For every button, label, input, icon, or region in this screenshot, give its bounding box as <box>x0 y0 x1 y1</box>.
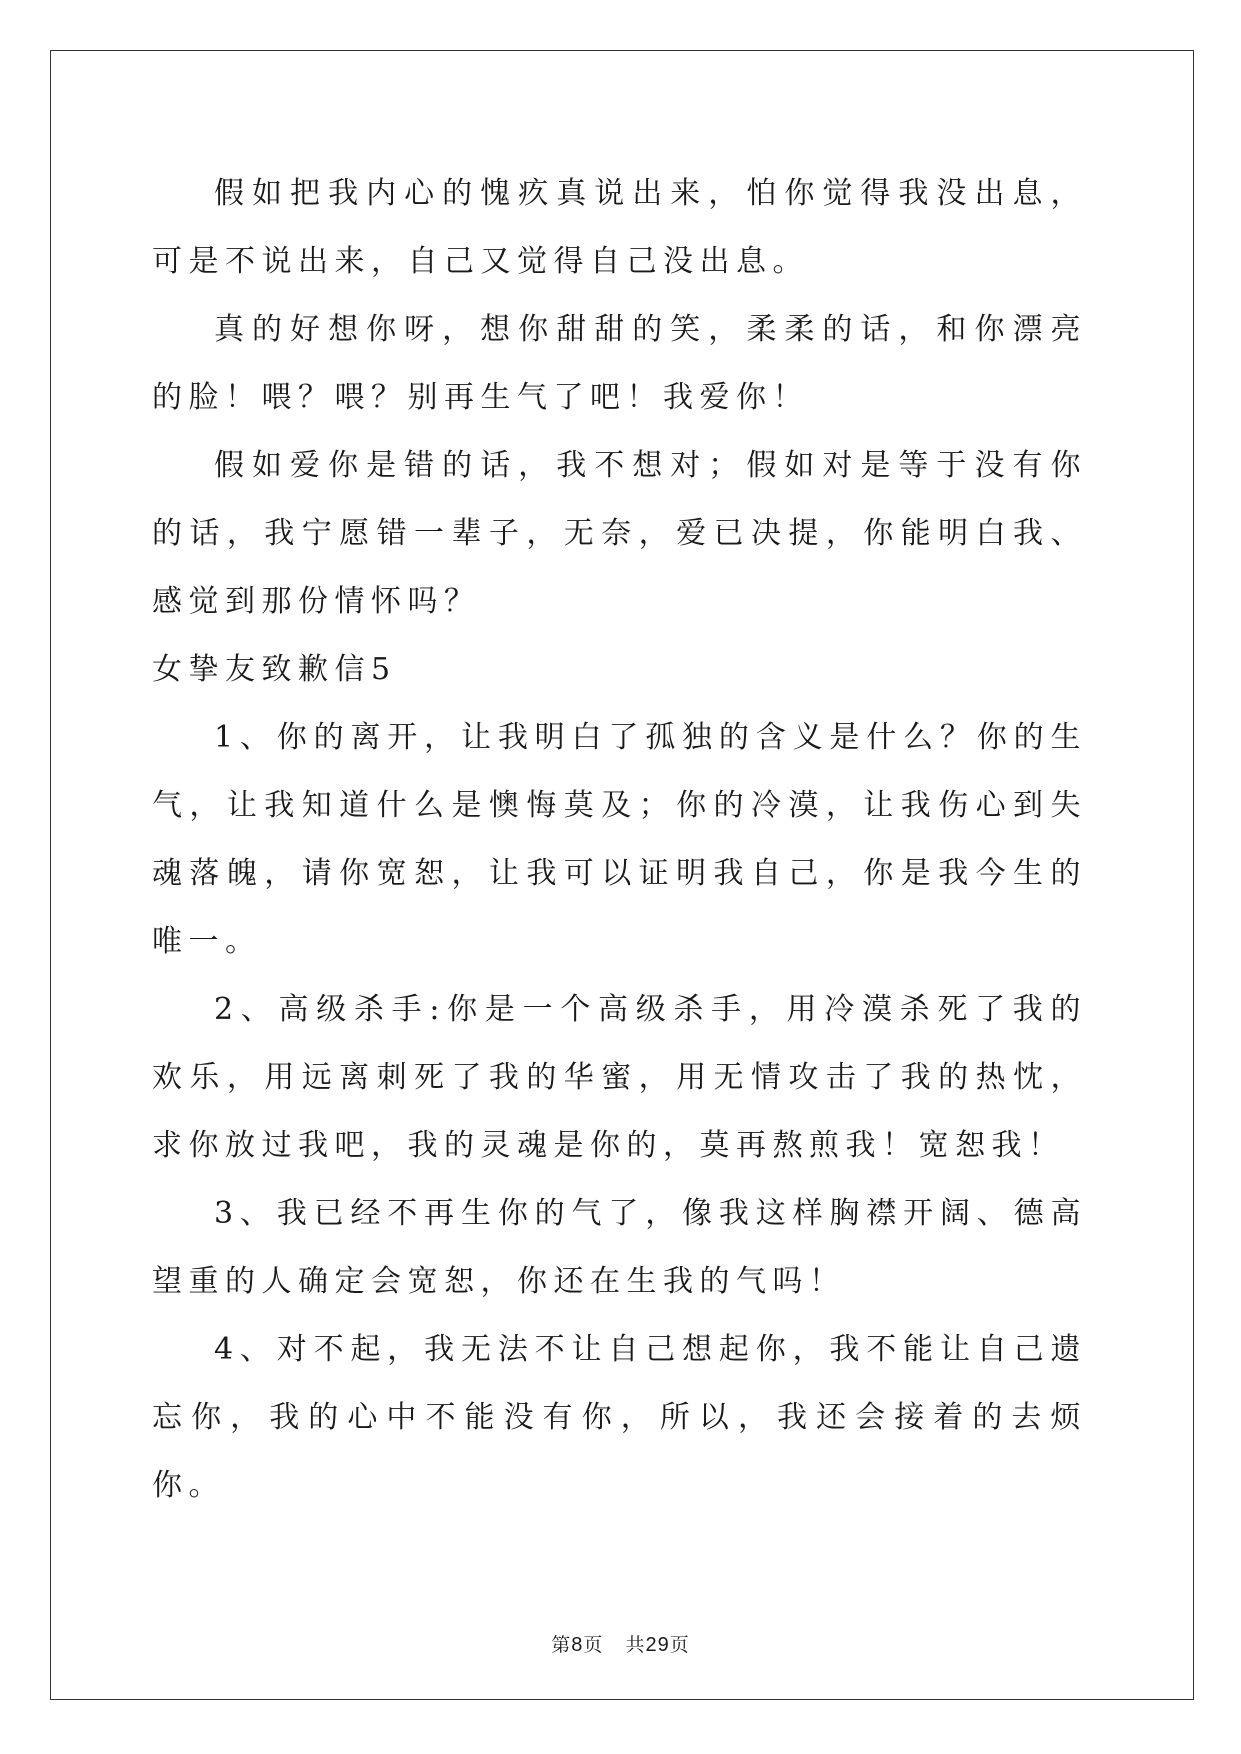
paragraph: 真的好想你呀，想你甜甜的笑，柔柔的话，和你漂亮的脸！喂？喂？别再生气了吧！我爱你！ <box>152 312 1087 415</box>
list-item: 1、你的离开，让我明白了孤独的含义是什么？你的生气，让我知道什么是懊悔莫及；你的冷漠，让我伤心到失魂落魄，请你宽恕，让我可以证明我自己，你是我今生的唯一。 <box>152 720 1087 959</box>
list-item: 3、我已经不再生你的气了，像我这样胸襟开阔、德高望重的人确定会宽恕，你还在生我的气吗！ <box>152 1196 1087 1299</box>
section-heading: 女挚友致歉信5 <box>152 652 397 687</box>
page-footer <box>0 1630 1241 1657</box>
total-suffix: 页 <box>669 1634 690 1656</box>
document-body <box>152 160 1087 1520</box>
paragraph: 假如把我内心的愧疚真说出来，怕你觉得我没出息，可是不说出来，自己又觉得自己没出息。 <box>152 176 1087 279</box>
page-prefix: 第 <box>551 1634 572 1656</box>
page-number: 8 <box>571 1634 584 1656</box>
list-item: 2、高级杀手:你是一个高级杀手，用冷漠杀死了我的欢乐，用远离刺死了我的华蜜，用无情攻击了我的热忱，求你放过我吧，我的灵魂是你的，莫再熬煎我！宽恕我！ <box>152 992 1087 1163</box>
list-item: 4、对不起，我无法不让自己想起你，我不能让自己遗忘你，我的心中不能没有你，所以，我还会接着的去烦你。 <box>152 1332 1087 1503</box>
total-prefix: 共 <box>625 1634 646 1656</box>
total-pages: 29 <box>645 1634 670 1656</box>
page-suffix: 页 <box>583 1634 604 1656</box>
paragraph: 假如爱你是错的话，我不想对；假如对是等于没有你的话，我宁愿错一辈子，无奈，爱已决提，你能明白我、感觉到那份情怀吗？ <box>152 448 1087 619</box>
